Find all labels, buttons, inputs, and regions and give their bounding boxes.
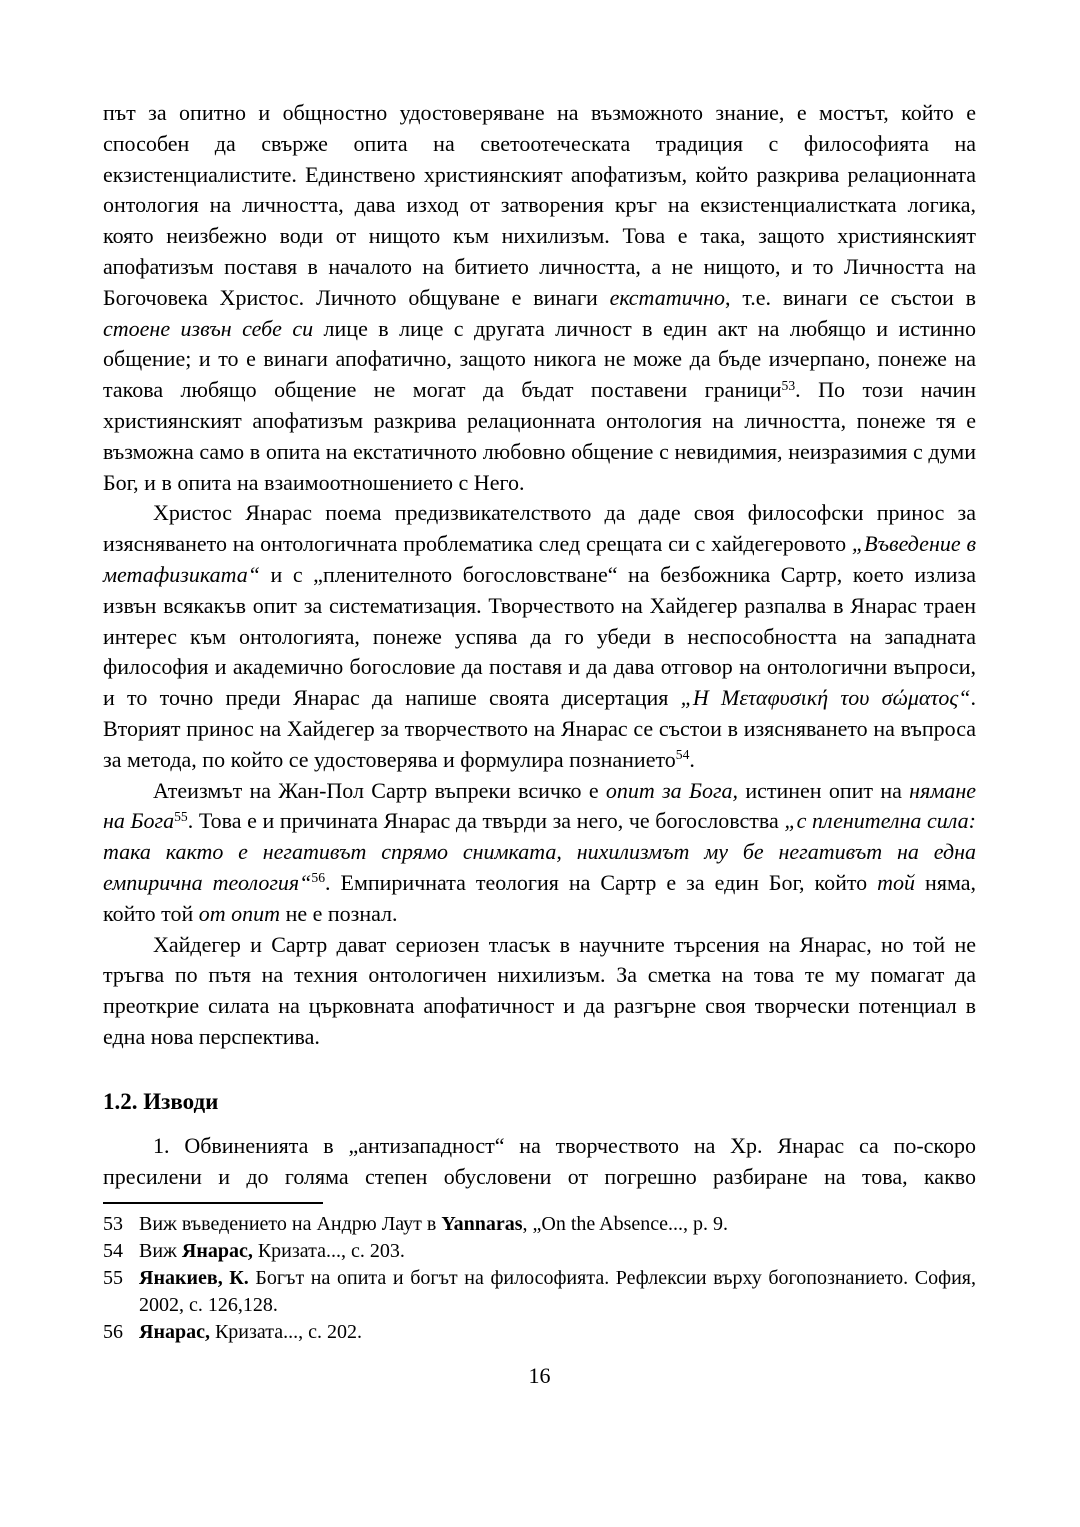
- text-run: . По този начин християнският апофатизъм разкрива релационната онтология на личността, понеже тя е възможна само в опита на екстатичното любовно общение с невидимия, неизразимия с думи Бог, и в опита на взаимоотношението с Него.: [103, 377, 976, 495]
- text-run: Атеизмът на Жан-Пол Сартр въпреки всичко е: [153, 777, 606, 803]
- text-run: . Вторият принос на Хайдегер за творчеството на Янарас се състои в изясняването на въпроса за метода, по който се удостоверява и формулира познанието: [103, 685, 977, 772]
- paragraph: [103, 776, 976, 930]
- footnote-text: [139, 1319, 976, 1346]
- footnote-number: 55: [103, 1267, 123, 1290]
- body-text: [103, 98, 976, 1192]
- italic-text: „с пленителна сила: така както е негативът спрямо снимката, нихилизмът му бе негативът на една емпирична теология“: [103, 808, 976, 895]
- footnote-ref: 53: [781, 377, 796, 393]
- italic-text: „Η Μεταφυσική του σώματος“: [680, 685, 971, 711]
- paragraph: [103, 1131, 976, 1193]
- italic-text: стоене извън себе си: [103, 315, 314, 341]
- text-run: не е познал.: [280, 900, 398, 926]
- footnote-ref: 54: [675, 747, 690, 763]
- text-run: и с „пленителното богословстване“ на безбожника Сартр, което излиза извън всякакъв опит за систематизация. Творчеството на Хайдегер разпалва в Янарас траен интерес към онтологията, понеже успява да го убеди в неспособността на западната философия и академично богословие да поставя и да дава отговор на онтологични въпроси, и то точно преди Янарас да напише своята дисертация: [103, 561, 976, 711]
- text-run: . Емпиричната теология на Сартр е за един Бог, който: [325, 869, 878, 895]
- text-run: път за опитно и общностно удостоверяване на възможното знание, е мостът, който е способен да свърже опита на светоотеческата традиция с философията на екзистенциалистите. Единствено християнският апофатизъм, който разкрива релационната онтология на личността, дава изход от затворения кръг на екзистенциалистката логика, която неизбежно води от нищото към нихилизъм. Това е така, защото християнският апофатизъм поставя в началото на битието личността, а не нищото, и то Личността на Богочовека Христос. Личното общуване е винаги: [103, 100, 976, 310]
- footnote-text: [139, 1211, 976, 1238]
- footnote-text: [139, 1238, 976, 1265]
- footnotes: [103, 1211, 976, 1346]
- italic-text: екстатично: [609, 284, 726, 310]
- text-run: Кризата..., с. 203.: [252, 1240, 405, 1263]
- paragraph: [103, 930, 976, 1053]
- text-run: , „On the Absence..., p. 9.: [522, 1213, 729, 1236]
- footnote-number: 54: [103, 1240, 123, 1263]
- text-run: истинен опит на: [738, 777, 910, 803]
- footnote: [103, 1211, 976, 1238]
- paragraph: [103, 498, 976, 775]
- footnote-number: 56: [103, 1321, 123, 1344]
- footnote: [103, 1238, 976, 1265]
- footnote-ref: 56: [311, 870, 326, 886]
- footnote-text: [139, 1265, 976, 1319]
- text-run: Кризата..., с. 202.: [209, 1321, 363, 1344]
- footnote: [103, 1319, 976, 1346]
- italic-text: от опит: [198, 900, 281, 926]
- footnote: [103, 1265, 976, 1319]
- bold-text: Янарас,: [139, 1321, 210, 1344]
- text-run: , т.е. винаги се състои в: [725, 284, 977, 310]
- text-run: лице в лице с другата личност в един акт на любящо и истинно общение; и то е винаги апофатично, защото никога не може да бъде изчерпано, понеже на такова любящо общение не могат да бъдат поставени граници: [103, 315, 976, 403]
- text-run: Богът на опита и богът на философията. Рефлексии върху богопознанието. София, 2002, с. 126,128.: [139, 1267, 976, 1317]
- text-run: Христос Янарас поема предизвикателството да даде своя философски принос за изясняването на онтологичната проблематика след срещата си с хайдегеровото: [103, 500, 976, 557]
- footnote-number: 53: [103, 1213, 123, 1236]
- text-run: Хайдегер и Сартр дават сериозен тласък в научните търсения на Янарас, но той не тръгва по пътя на техния онтологичен нихилизъм. За сметка на това те му помагат да преоткрие силата на църковната апофатичност и да разгърне своя творчески потенциал в една нова перспектива.: [103, 931, 976, 1049]
- text-run: 1. Обвиненията в „антизападност“ на творчеството на Хр. Янарас са по-скоро пресилени и до голяма степен обусловени от погрешно разбиране на това, какво: [103, 1132, 976, 1189]
- italic-text: той: [877, 869, 916, 895]
- footnote-separator: [103, 1202, 323, 1204]
- page-number: 16: [528, 1363, 551, 1389]
- text-run: . Това е и причината Янарас да твърди за него, че богословства: [187, 808, 785, 834]
- italic-text: нямане на Бога: [103, 777, 977, 834]
- bold-text: Yannaras: [441, 1213, 523, 1236]
- bold-text: Янакиев, К.: [139, 1267, 249, 1290]
- text-run: няма, който той: [103, 869, 976, 926]
- bold-text: Янарас,: [181, 1240, 253, 1263]
- italic-text: „Въведение в метафизиката“: [103, 531, 977, 587]
- text-run: .: [689, 746, 695, 772]
- text-run: Виж въведението на Андрю Лаут в: [139, 1213, 442, 1236]
- italic-text: опит за Бога,: [605, 777, 739, 803]
- footnote-ref: 55: [174, 808, 188, 824]
- text-run: Виж: [139, 1240, 182, 1263]
- section-heading: 1.2. Изводи: [103, 1088, 219, 1114]
- paragraph: [103, 98, 976, 498]
